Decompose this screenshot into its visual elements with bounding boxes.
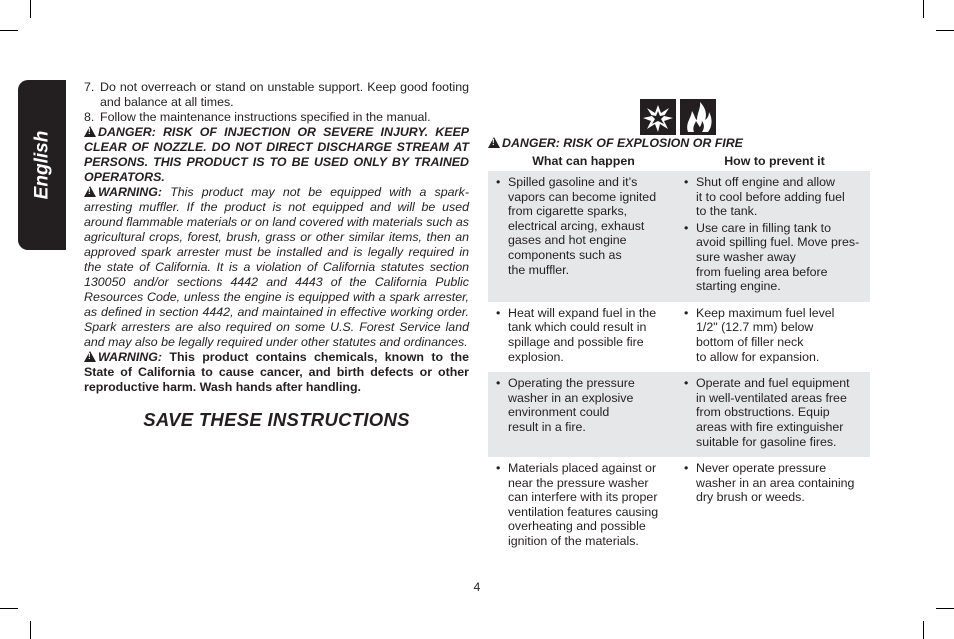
crop-mark	[936, 30, 954, 31]
table-cell	[488, 372, 676, 457]
warning-label: WARNING:	[98, 350, 163, 364]
crop-mark	[923, 0, 924, 18]
column-header-prevent: How to prevent it	[724, 154, 825, 168]
spark-arrester-text: This product may not be equipped with a spark-arresting muffler. If the product is not equipped and will be used around flammable materials or on land covered with materials such as agricultural crops, forest, brush, grass or other similar items, then an approved spark arrester must be installed and is legally required in the state of California. It is a violation of California statutes section 130050 and/or sections 4442 and 4443 of the California Public Resources Code, unless the engine is equipped with a spark arrester, as defined in section 4442, and maintained in effective working order. Spark arresters are also required on some U.S. Forest Service land and may also be legally required under other statutes and ordinances.	[84, 185, 469, 349]
danger-injection-notice	[84, 125, 469, 185]
bullet-icon: •	[496, 175, 501, 189]
fire-icon	[680, 99, 716, 135]
column-header-happen: What can happen	[532, 154, 635, 168]
bullet-icon: •	[684, 175, 689, 189]
crop-mark	[0, 30, 18, 31]
bullet-item	[684, 306, 866, 364]
list-number: 7.	[84, 80, 95, 94]
list-text: Follow the maintenance instructions specified in the manual.	[100, 110, 431, 124]
warning-triangle-icon	[84, 351, 96, 362]
table-row	[488, 372, 870, 457]
bullet-icon: •	[684, 376, 689, 391]
bullet-text: Materials placed against or near the pressure washer can interfere with its proper ventilation features causing overheating and possible ignition of the materials.	[508, 461, 659, 549]
bullet-item	[496, 175, 672, 277]
language-tab	[18, 80, 66, 250]
crop-mark	[30, 0, 31, 18]
bullet-icon: •	[684, 461, 689, 476]
table-cell	[488, 302, 676, 372]
bullet-icon: •	[684, 220, 689, 235]
list-text: Do not overreach or stand on unstable support. Keep good footing and balance at all times.	[100, 80, 469, 109]
list-item	[84, 110, 469, 125]
list-item	[84, 80, 469, 110]
crop-mark	[0, 608, 18, 609]
table-cell	[676, 171, 870, 302]
table-header	[488, 154, 870, 171]
bullet-item	[684, 461, 866, 505]
hazard-pictograms	[640, 99, 716, 135]
page-number: 4	[473, 580, 481, 594]
bullet-text: Operate and fuel equipment in well-ventilated areas free from obstructions. Equip areas with fire extinguisher suitable for gasoline fires.	[696, 376, 850, 449]
explosion-danger-heading	[488, 136, 743, 150]
language-tab-label: English	[31, 130, 52, 200]
bullet-icon: •	[684, 305, 689, 320]
warning-label: WARNING:	[98, 185, 163, 199]
explosion-danger-text: DANGER: RISK OF EXPLOSION OR FIRE	[502, 136, 743, 150]
bullet-item	[684, 175, 866, 219]
hazard-table	[488, 154, 870, 557]
danger-injection-text: DANGER: RISK OF INJECTION OR SEVERE INJURY. KEEP CLEAR OF NOZZLE. DO NOT DIRECT DISCHARGE STREAM AT PERSONS. THIS PRODUCT IS TO BE USED ONLY BY TRAINED OPERATORS.	[84, 125, 469, 184]
prop65-warning	[84, 350, 469, 395]
warning-triangle-icon	[84, 186, 96, 197]
bullet-text: Never operate pressure washer in an area containing dry brush or weeds.	[696, 461, 855, 505]
table-row	[488, 457, 870, 557]
warning-triangle-icon	[488, 137, 500, 148]
bullet-text: Keep maximum fuel level 1/2" (12.7 mm) below bottom of filler neck to allow for expansion.	[696, 305, 835, 364]
bullet-item	[684, 376, 866, 449]
table-cell	[676, 302, 870, 372]
bullet-icon: •	[496, 305, 501, 320]
crop-mark	[936, 608, 954, 609]
save-instructions-heading: SAVE THESE INSTRUCTIONS	[143, 409, 410, 430]
list-number: 8.	[84, 110, 95, 124]
bullet-text: Use care in filling tank to avoid spilling fuel. Move pres- sure washer away from fueling area before starting engine.	[696, 220, 860, 294]
bullet-item	[684, 221, 866, 294]
bullet-icon: •	[496, 461, 501, 476]
table-cell	[676, 457, 870, 557]
table-row	[488, 171, 870, 302]
crop-mark	[923, 621, 924, 639]
warning-triangle-icon	[84, 126, 96, 137]
table-cell	[488, 457, 676, 557]
prop65-text: This product contains chemicals, known to the State of California to cause cancer, and birth defects or other reproductive harm. Wash hands after handling.	[84, 350, 469, 394]
table-row	[488, 302, 870, 372]
bullet-text: Operating the pressure washer in an explosive environment could result in a fire.	[508, 376, 635, 434]
bullet-icon: •	[496, 376, 501, 391]
explosion-icon	[640, 99, 676, 135]
bullet-item	[496, 461, 672, 549]
left-column	[84, 80, 469, 395]
bullet-item	[496, 306, 672, 364]
bullet-text: Heat will expand fuel in the tank which could result in spillage and possible fire explosion.	[508, 305, 657, 364]
bullet-text: Spilled gasoline and it’s vapors can become ignited from cigarette sparks, electrical arcing, exhaust gases and hot engine components such as the muffler.	[508, 175, 657, 277]
bullet-item	[496, 376, 672, 434]
crop-mark	[30, 621, 31, 639]
table-cell	[676, 372, 870, 457]
table-cell	[488, 171, 676, 302]
spark-arrester-warning	[84, 185, 469, 350]
bullet-text: Shut off engine and allow it to cool before adding fuel to the tank.	[696, 175, 845, 219]
